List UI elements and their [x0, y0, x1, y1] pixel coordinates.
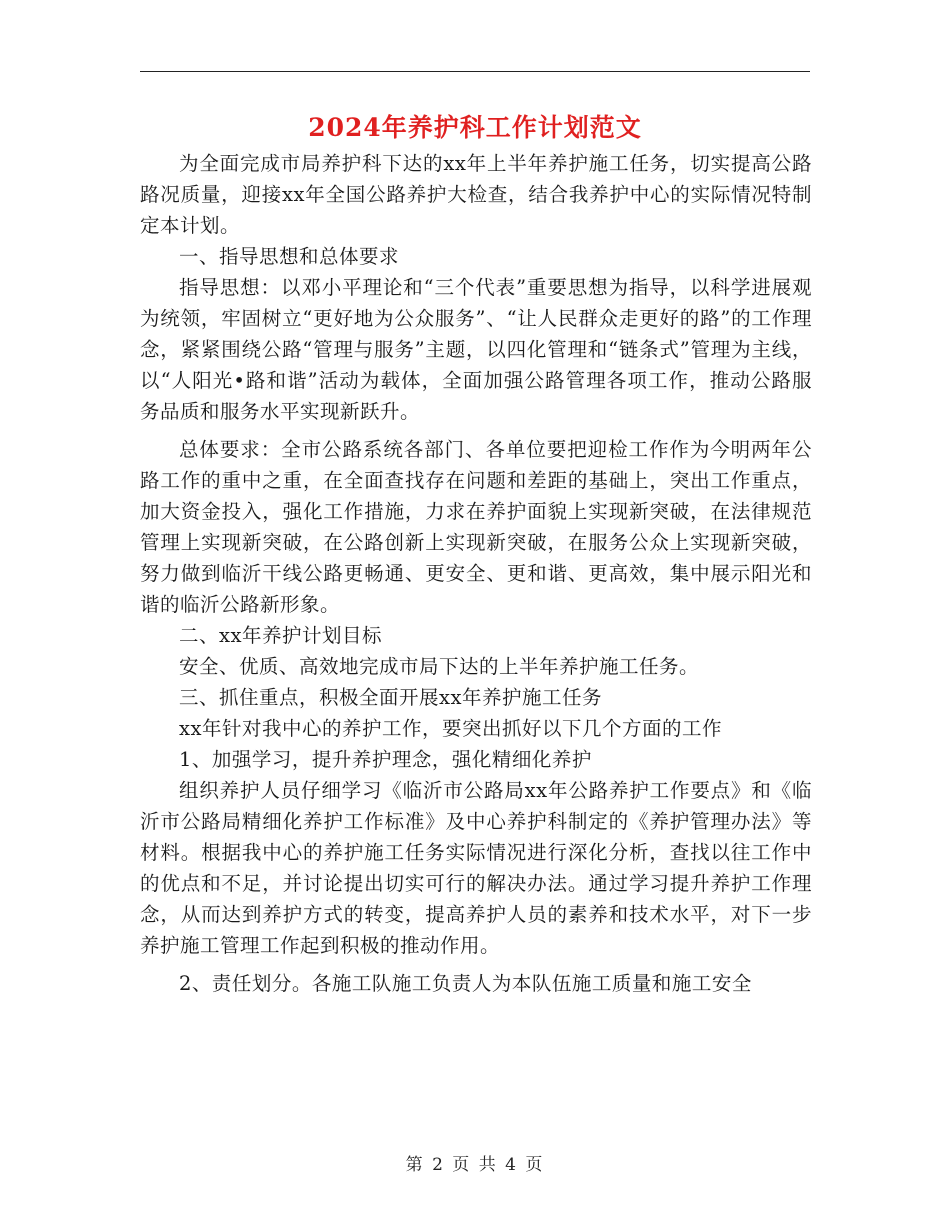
paragraph-plan-target: 安全、优质、高效地完成市局下达的上半年养护施工任务。 — [179, 655, 700, 678]
paragraph-study: 组织养护人员仔细学习《临沂市公路局xx年公路养护工作要点》和《临沂市公路局精细化养护工作标准》及中心养护科制定的《养护管理办法》等材料。根据我中心的养护施工任务实际情况进行深化分析，查找以往工作中的优点和不足，并讨论提出切实可行的解决办法。通过学习提升养护工作理念，从而达到养护方式的转变，提高养护人员的素养和技术水平，对下一步养护施工管理工作起到积极的推动作用。 — [140, 779, 812, 957]
document-body — [140, 148, 812, 999]
header-rule — [140, 71, 810, 72]
paragraph-responsibility: 2、责任划分。各施工队施工负责人为本队伍施工质量和施工安全 — [179, 972, 752, 995]
paragraph-focus-intro: xx年针对我中心的养护工作，要突出抓好以下几个方面的工作 — [179, 717, 722, 740]
paragraph-intro: 为全面完成市局养护科下达的xx年上半年养护施工任务，切实提高公路路况质量，迎接xx年全国公路养护大检查，结合我养护中心的实际情况特制定本计划。 — [140, 152, 812, 237]
heading-item-1: 1、加强学习，提升养护理念，强化精细化养护 — [179, 748, 592, 771]
paragraph-guiding-thought: 指导思想：以邓小平理论和“三个代表”重要思想为指导，以科学进展观为统领，牢固树立“更好地为公众服务”、“让人民群众走更好的路”的工作理念，紧紧围绕公路“管理与服务”主题，以四化管理和“链条式”管理为主线，以“人阳光•路和谐”活动为载体，全面加强公路管理各项工作，推动公路服务品质和服务水平实现新跃升。 — [140, 276, 812, 423]
heading-section-1: 一、指导思想和总体要求 — [179, 245, 400, 268]
document-title: 2024年养护科工作计划范文 — [308, 113, 642, 142]
page-number-footer: 第 2 页 共 4 页 — [405, 1155, 545, 1175]
heading-section-3: 三、抓住重点，积极全面开展xx年养护施工任务 — [179, 686, 602, 709]
heading-section-2: 二、xx年养护计划目标 — [179, 624, 382, 647]
paragraph-overall-requirements: 总体要求：全市公路系统各部门、各单位要把迎检工作作为今明两年公路工作的重中之重，在全面查找存在问题和差距的基础上，突出工作重点，加大资金投入，强化工作措施，力求在养护面貌上实现新突破，在法律规范管理上实现新突破，在公路创新上实现新突破，在服务公众上实现新突破，努力做到临沂干线公路更畅通、更安全、更和谐、更高效，集中展示阳光和谐的临沂公路新形象。 — [140, 438, 812, 616]
